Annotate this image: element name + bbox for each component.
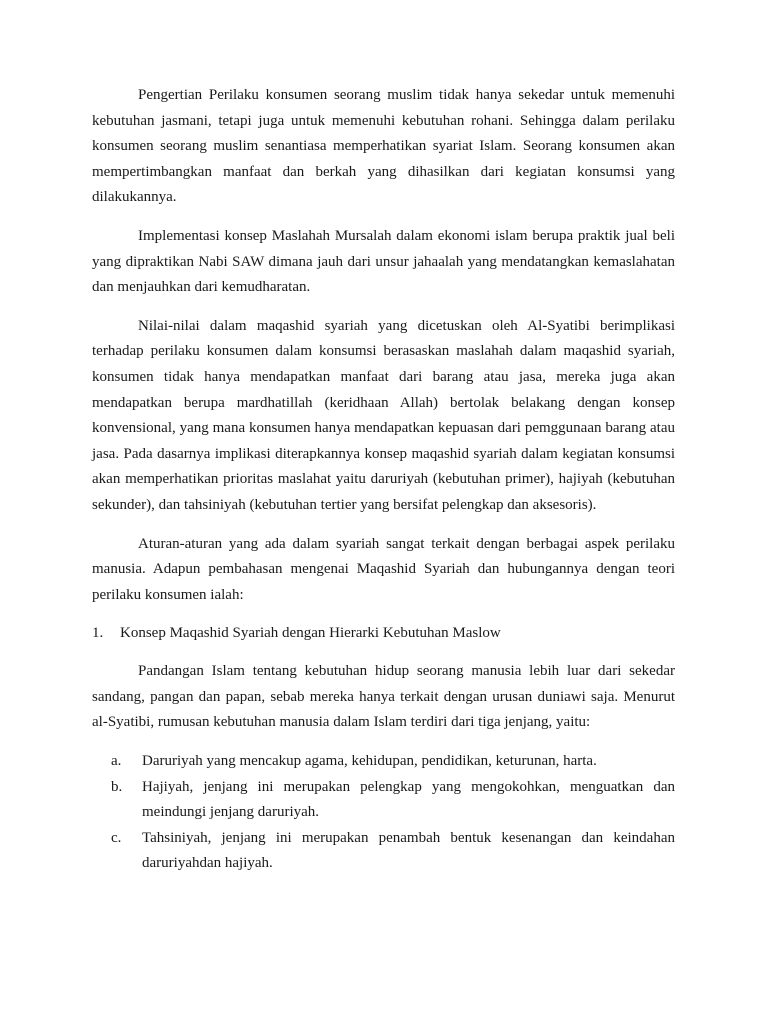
list-item [92, 749, 675, 775]
section-number: 1. [92, 625, 104, 642]
list-item-text: Tahsiniyah, jenjang ini merupakan penambah bentuk kesenangan dan keindahan daruriyahdan hajiyah. [142, 829, 675, 872]
paragraph-pandangan-islam: Pandangan Islam tentang kebutuhan hidup seorang manusia lebih luar dari sekedar sandang, pangan dan papan, sebab mereka hanya terkait dengan urusan duniawi saja. Menurut al-Syatibi, rumusan kebutuhan manusia dalam Islam terdiri dari tiga jenjang, yaitu: [92, 663, 675, 731]
paragraph-maslahah-mursalah: Implementasi konsep Maslahah Mursalah dalam ekonomi islam berupa praktik jual beli yang dipraktikan Nabi SAW dimana jauh dari unsur jahaalah yang mendatangkan kemaslahatan dan menjauhkan dari kemudharatan. [92, 227, 675, 296]
list-item [92, 826, 675, 877]
list-marker: a. [111, 753, 122, 770]
paragraph-maqashid-syariah: Nilai-nilai dalam maqashid syariah yang dicetuskan oleh Al-Syatibi berimplikasi terhadap perilaku konsumen dalam konsumsi berasaskan maslahah dalam maqashid syariah, konsumen tidak hanya mendapatkan manfaat dari barang atau jasa, mereka juga akan mendapatkan berupa mardhatillah (keridhaan Allah) bertolak belakang dengan konsep konvensional, yang mana konsumen hanya mendapatkan kepuasan dari pemggunaan barang atau jasa. Pada dasarnya implikasi diterapkannya konsep maqashid syariah dalam kegiatan konsumsi akan memperhatikan prioritas maslahat yaitu daruriyah (kebutuhan primer), hajiyah (kebutuhan sekunder), dan tahsiniyah (kebutuhan tertier yang bersifat pelengkap dan aksesoris). [92, 317, 675, 513]
list-marker: c. [111, 829, 122, 846]
list-item-text: Hajiyah, jenjang ini merupakan pelengkap yang mengokohkan, menguatkan dan meindungi jenjang daruriyah. [142, 778, 675, 821]
paragraph-perilaku-konsumen: Pengertian Perilaku konsumen seorang muslim tidak hanya sekedar untuk memenuhi kebutuhan jasmani, tetapi juga untuk memenuhi kebutuhan rohani. Sehingga dalam perilaku konsumen seorang muslim senantiasa memperhatikan syariat Islam. Seorang konsumen akan mempertimbangkan manfaat dan berkah yang dihasilkan dari kegiatan konsumsi yang dilakukannya. [92, 87, 675, 206]
section-title: Konsep Maqashid Syariah dengan Hierarki Kebutuhan Maslow [120, 625, 501, 642]
list-item-text: Daruriyah yang mencakup agama, kehidupan, pendidikan, keturunan, harta. [142, 753, 597, 770]
list-marker: b. [111, 778, 123, 795]
paragraph-aturan-syariah: Aturan-aturan yang ada dalam syariah sangat terkait dengan berbagai aspek perilaku manusia. Adapun pembahasan mengenai Maqashid Syariah dan hubungannya dengan teori perilaku konsumen ialah: [92, 535, 675, 603]
list-item [92, 775, 675, 826]
document-page [92, 83, 675, 877]
section-heading [92, 621, 675, 646]
kebutuhan-list [92, 749, 675, 877]
